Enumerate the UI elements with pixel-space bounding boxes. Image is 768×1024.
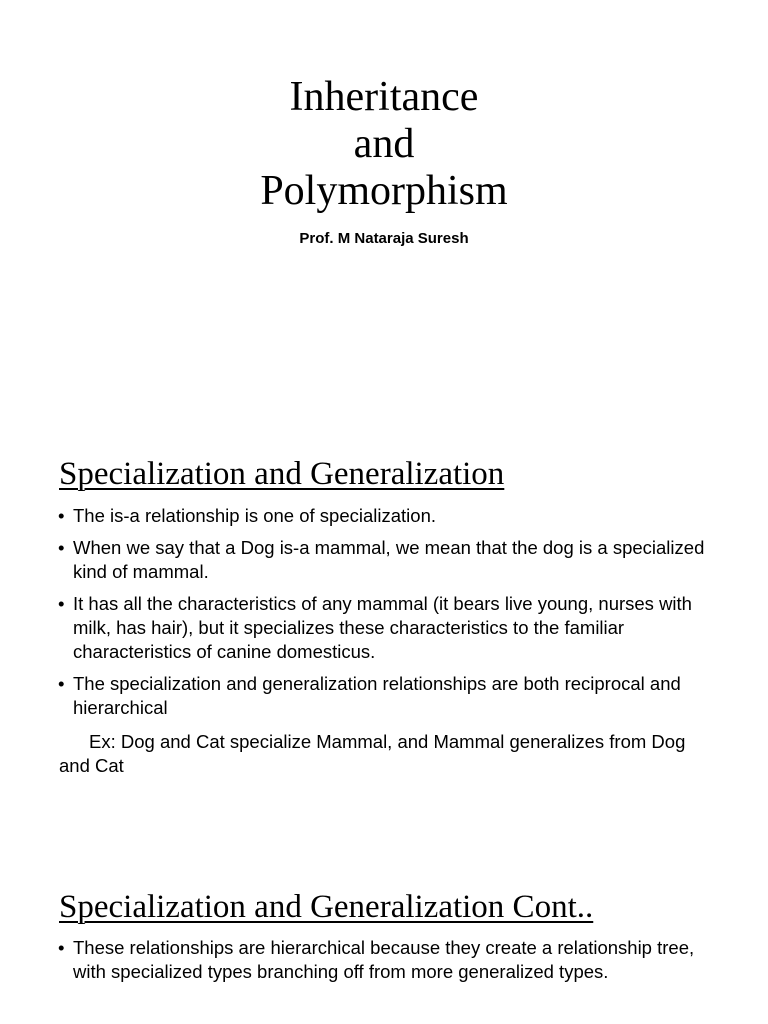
bullet-list <box>58 936 718 992</box>
slide-heading: Specialization and Generalization <box>59 456 505 492</box>
author-name: Prof. M Nataraja Suresh <box>299 230 469 247</box>
title-line-3: Polymorphism <box>260 168 508 214</box>
slide-heading: Specialization and Generalization Cont.. <box>59 889 594 925</box>
example-text: Ex: Dog and Cat specialize Mammal, and Mammal generalizes from Dog and Cat <box>59 731 686 776</box>
bullet-item: • The specialization and generalization relationships are both reciprocal and hierarchical <box>58 672 718 720</box>
title-slide <box>0 0 768 420</box>
bullet-list <box>58 504 718 728</box>
bullet-item: • When we say that a Dog is-a mammal, we mean that the dog is a specialized kind of mammal. <box>58 536 718 584</box>
bullet-item: • It has all the characteristics of any mammal (it bears live young, nurses with milk, has hair), but it specializes these characteristics to the familiar characteristics of canine domesticus. <box>58 592 718 664</box>
bullet-item: • The is-a relationship is one of specialization. <box>58 504 718 528</box>
bullet-item: • These relationships are hierarchical because they create a relationship tree, with specialized types branching off from more generalized types. <box>58 936 718 984</box>
title-line-1: Inheritance <box>289 74 479 120</box>
title-line-2: and <box>353 121 415 167</box>
presentation-title <box>0 74 768 215</box>
